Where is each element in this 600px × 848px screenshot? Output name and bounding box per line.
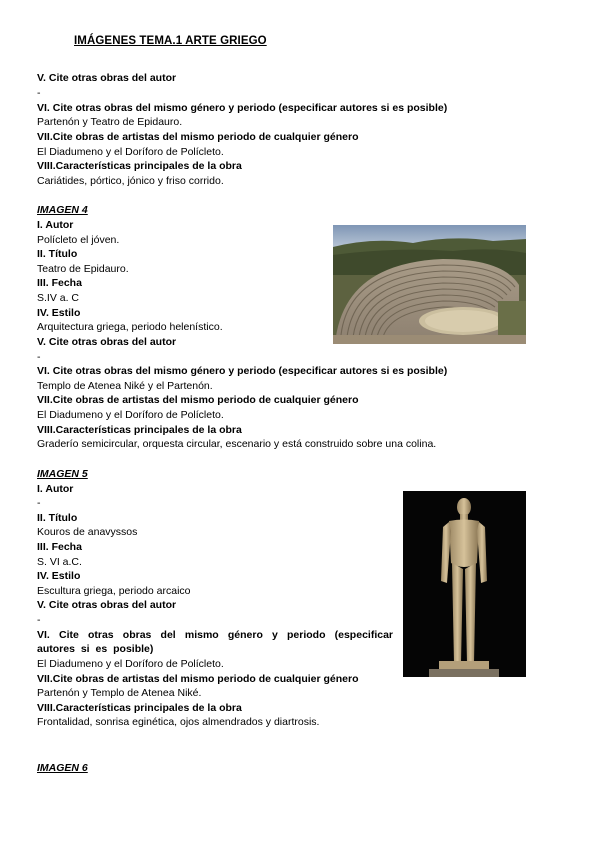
img4-fecha-label: III. Fecha (37, 277, 82, 289)
img5-mismo-genero-label: VI. Cite otras obras del mismo género y periodo (especificar autores si es posible) (37, 629, 393, 655)
img5-caracteristicas-text: Frontalidad, sonrisa eginética, ojos almendrados y diartrosis. (37, 716, 320, 728)
img4-fecha-text: S.IV a. C (37, 292, 80, 304)
imagen-6-heading: IMAGEN 6 (37, 762, 88, 774)
kouros-statue-photo (403, 491, 526, 677)
img5-artistas-periodo-text: Partenón y Templo de Atenea Niké. (37, 687, 202, 699)
img5-mismo-genero-text: El Diadumeno y el Doríforo de Polícleto. (37, 658, 224, 670)
img4-mismo-genero-text: Templo de Atenea Niké y el Partenón. (37, 380, 213, 392)
img4-estilo-label: IV. Estilo (37, 307, 81, 319)
img4-autor-text: Polícleto el jóven. (37, 234, 120, 246)
document-title: IMÁGENES TEMA.1 ARTE GRIEGO (74, 35, 267, 47)
img5-caracteristicas-label: VIII.Características principales de la obra (37, 702, 242, 714)
img4-otras-obras-text: - (37, 351, 41, 363)
img4-mismo-genero-label: VI. Cite otras obras del mismo género y periodo (especificar autores si es posible) (37, 365, 448, 377)
img5-fecha-label: III. Fecha (37, 541, 82, 553)
img5-fecha-text: S. VI a.C. (37, 556, 82, 568)
imagen-5-heading: IMAGEN 5 (37, 468, 88, 480)
img5-titulo-text: Kouros de anavyssos (37, 526, 138, 538)
img5-estilo-label: IV. Estilo (37, 570, 81, 582)
img4-caracteristicas-text: Graderío semicircular, orquesta circular, escenario y está construido sobre una colina. (37, 438, 437, 450)
img4-otras-obras-label: V. Cite otras obras del autor (37, 336, 177, 348)
img5-artistas-periodo-label: VII.Cite obras de artistas del mismo periodo de cualquier género (37, 673, 359, 685)
img5-otras-obras-label: V. Cite otras obras del autor (37, 599, 177, 611)
section-vi-text: Partenón y Teatro de Epidauro. (37, 116, 183, 128)
img5-autor-text: - (37, 497, 41, 509)
img4-titulo-label: II. Título (37, 248, 78, 260)
img4-artistas-periodo-label: VII.Cite obras de artistas del mismo periodo de cualquier género (37, 394, 359, 406)
img4-caracteristicas-label: VIII.Características principales de la obra (37, 424, 242, 436)
img5-otras-obras-text: - (37, 614, 41, 626)
img5-estilo-text: Escultura griega, periodo arcaico (37, 585, 191, 597)
img4-artistas-periodo-text: El Diadumeno y el Doríforo de Polícleto. (37, 409, 224, 421)
img5-autor-label: I. Autor (37, 483, 74, 495)
section-vii-label: VII.Cite obras de artistas del mismo periodo de cualquier género (37, 131, 359, 143)
img4-estilo-text: Arquitectura griega, periodo helenístico. (37, 321, 223, 333)
imagen-4-heading: IMAGEN 4 (37, 204, 88, 216)
section-v-text: - (37, 87, 41, 99)
section-viii-text: Cariátides, pórtico, jónico y friso corrido. (37, 175, 224, 187)
section-v-label: V. Cite otras obras del autor (37, 72, 177, 84)
section-vi-label: VI. Cite otras obras del mismo género y periodo (especificar autores si es posible) (37, 102, 448, 114)
section-vii-text: El Diadumeno y el Doríforo de Polícleto. (37, 146, 224, 158)
img4-autor-label: I. Autor (37, 219, 74, 231)
section-viii-label: VIII.Características principales de la obra (37, 160, 242, 172)
img5-titulo-label: II. Título (37, 512, 78, 524)
img4-titulo-text: Teatro de Epidauro. (37, 263, 129, 275)
theatre-epidaurus-photo (333, 225, 526, 344)
